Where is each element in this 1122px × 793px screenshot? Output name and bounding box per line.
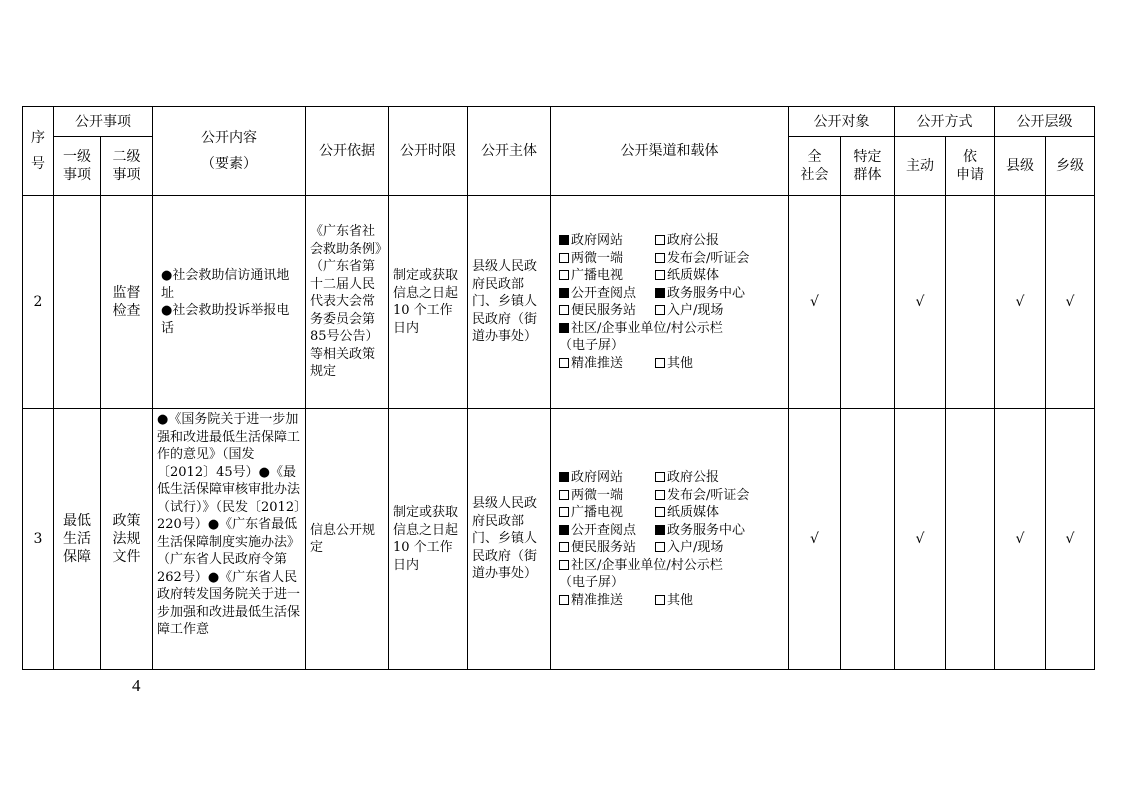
unchecked-box-icon [655, 542, 665, 552]
page-number: 4 [132, 676, 141, 695]
unchecked-box-icon [559, 490, 569, 500]
header-level-group: 公开层级 [995, 107, 1095, 137]
unchecked-box-icon [559, 542, 569, 552]
unchecked-box-icon [559, 305, 569, 315]
row-subject: 县级人民政府民政部门、乡镇人民政府（街道办事处） [468, 409, 551, 670]
row-target-all: √ [789, 196, 841, 409]
header-time-limit: 公开时限 [389, 107, 468, 196]
header-basis: 公开依据 [306, 107, 389, 196]
header-level2: 二级事项 [101, 137, 153, 196]
row-target-specific [841, 196, 895, 409]
row-level2: 监督 检查 [101, 196, 153, 409]
header-method-request: 依 申请 [946, 137, 995, 196]
unchecked-box-icon [655, 253, 665, 263]
unchecked-box-icon [655, 235, 665, 245]
header-seq: 序号 [23, 107, 54, 196]
row-level1 [54, 196, 101, 409]
row-method-request [946, 409, 995, 670]
row-basis: 信息公开规定 [306, 409, 389, 670]
row-seq: 2 [23, 196, 54, 409]
unchecked-box-icon [655, 490, 665, 500]
row-time-limit: 制定或获取信息之日起 10 个工作日内 [389, 409, 468, 670]
row-method-request [946, 196, 995, 409]
header-method-active: 主动 [895, 137, 946, 196]
header-channels: 公开渠道和载体 [551, 107, 789, 196]
unchecked-box-icon [559, 595, 569, 605]
header-level-township: 乡级 [1046, 137, 1095, 196]
unchecked-box-icon [559, 507, 569, 517]
checked-box-icon [559, 472, 569, 482]
checked-box-icon [559, 323, 569, 333]
table-row [23, 409, 1095, 670]
checked-box-icon [559, 288, 569, 298]
header-subject: 公开主体 [468, 107, 551, 196]
header-target-all: 全 社会 [789, 137, 841, 196]
row-channels: 政府网站 政府公报 两微一端 发布会/听证会 广播电视 纸质媒体 公开查阅点 政务服务中心 便民服务站 入户/现场 社区/企事业单位/村公示栏 （电子屏） 精准推送 其他 [551, 196, 789, 409]
row-seq: 3 [23, 409, 54, 670]
unchecked-box-icon [655, 358, 665, 368]
unchecked-box-icon [559, 253, 569, 263]
checked-box-icon [559, 235, 569, 245]
row-method-active: √ [895, 196, 946, 409]
unchecked-box-icon [655, 472, 665, 482]
row-target-specific [841, 409, 895, 670]
row-level-county: √ [995, 196, 1046, 409]
row-level1: 最低 生活 保障 [54, 409, 101, 670]
checked-box-icon [559, 525, 569, 535]
unchecked-box-icon [655, 270, 665, 280]
header-content: 公开内容 （要素） [153, 107, 306, 196]
header-item-group: 公开事项 [54, 107, 153, 137]
unchecked-box-icon [559, 270, 569, 280]
table-row [23, 196, 1095, 409]
header-level1: 一级事项 [54, 137, 101, 196]
row-target-all: √ [789, 409, 841, 670]
header-target-group: 公开对象 [789, 107, 895, 137]
unchecked-box-icon [655, 595, 665, 605]
unchecked-box-icon [655, 507, 665, 517]
row-method-active: √ [895, 409, 946, 670]
unchecked-box-icon [655, 305, 665, 315]
row-level-township: √ [1046, 196, 1095, 409]
row-basis: 《广东省社会救助条例》（广东省第十二届人民代表大会常务委员会第85号公告）等相关政策规定 [306, 196, 389, 409]
header-method-group: 公开方式 [895, 107, 995, 137]
row-channels: 政府网站 政府公报 两微一端 发布会/听证会 广播电视 纸质媒体 公开查阅点 政务服务中心 便民服务站 入户/现场 社区/企事业单位/村公示栏 （电子屏） 精准推送 其他 [551, 409, 789, 670]
row-subject: 县级人民政府民政部门、乡镇人民政府（街道办事处） [468, 196, 551, 409]
row-content: ●《国务院关于进一步加强和改进最低生活保障工作的意见》（国发〔2012〕45号）●《最低生活保障审核审批办法（试行）》（民发〔2012〕220号）●《广东省最低生活保障制度实施办法》（广东省人民政府令第262号）●《广东省人民政府转发国务院关于进一步加强和改进最低生活保障工作意 [153, 409, 306, 670]
header-level-county: 县级 [995, 137, 1046, 196]
unchecked-box-icon [559, 358, 569, 368]
row-level2: 政策 法规 文件 [101, 409, 153, 670]
unchecked-box-icon [559, 560, 569, 570]
checked-box-icon [655, 525, 665, 535]
disclosure-table [22, 106, 1095, 670]
row-content: ●社会救助信访通讯地址 ●社会救助投诉举报电话 [153, 196, 306, 409]
header-target-specific: 特定 群体 [841, 137, 895, 196]
checked-box-icon [655, 288, 665, 298]
row-time-limit: 制定或获取信息之日起 10 个工作日内 [389, 196, 468, 409]
row-level-township: √ [1046, 409, 1095, 670]
row-level-county: √ [995, 409, 1046, 670]
